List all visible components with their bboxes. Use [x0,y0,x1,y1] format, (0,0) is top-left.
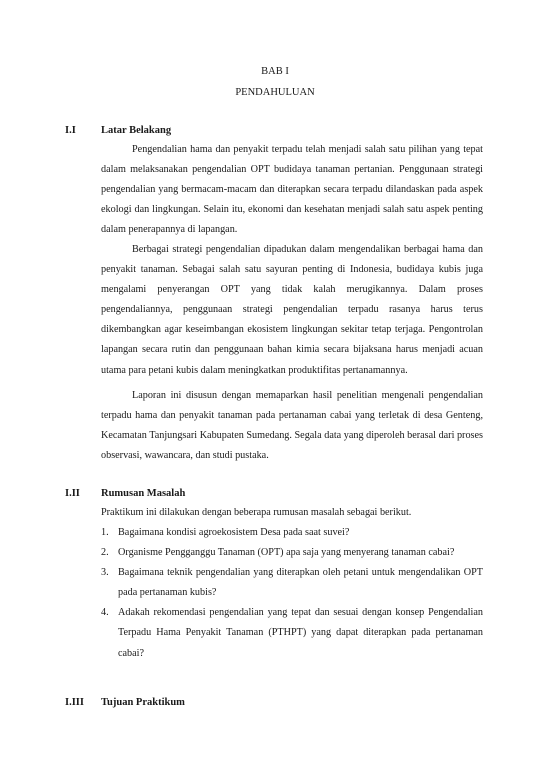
list-item: 4. Adakah rekomendasi pengendalian yang tepat dan sesuai dengan konsep Pengendalian Terpadu Hama Penyakit Tanaman (PTHPT) yang dapat diterapkan pada pertanaman cabai? [101,607,483,659]
paragraph-3: Laporan ini disusun dengan memaparkan hasil penelitian mengenali pengendalian terpadu hama dan penyakit tanaman pada pertanaman cabai yang terletak di desa Genteng, Kecamatan Tanjungsari Kabupaten Sumedang. Segala data yang diperoleh berasal dari proses observasi, wawancara, dan studi pustaka. [101,390,483,462]
list-item: 2. Organisme Pengganggu Tanaman (OPT) apa saja yang menyerang tanaman cabai? [101,547,455,559]
section-number-rumusan-masalah: I.II [65,488,80,499]
section-title-rumusan-masalah: Rumusan Masalah [101,488,186,499]
section-title-latar-belakang: Latar Belakang [101,125,172,136]
chapter-number: BAB I [261,66,289,77]
list-item: 1. Bagaimana kondisi agroekosistem Desa pada saat suvei? [101,527,350,538]
section-title-tujuan-praktikum: Tujuan Praktikum [101,697,185,708]
rumusan-list [101,523,483,664]
paragraph-1: Pengendalian hama dan penyakit terpadu telah menjadi salah satu pilihan yang tepat dalam melaksanakan pengendalian OPT budidaya tanaman pertanian. Penggunaan strategi pengendalian yang bermacam-macam dan diterapkan secara terpadu dilandaskan pada aspek ekologi dan lingkungan. Selain itu, ekonomi dan kesehatan menjadi salah satu aspek penting dalam penerapannya di lapangan. [101,144,483,236]
chapter-title: PENDAHULUAN [235,87,315,98]
rumusan-intro: Praktikum ini dilakukan dengan beberapa rumusan masalah sebagai berikut. [101,507,412,518]
section-number-tujuan-praktikum: I.III [65,697,84,708]
section-number-latar-belakang: I.I [65,125,76,136]
paragraph-2: Berbagai strategi pengendalian dipadukan dalam mengendalikan berbagai hama dan penyakit tanaman. Sebagai salah satu sayuran penting di Indonesia, budidaya kubis juga mengalami penyerangan OPT yang tidak kalah merugikannya. Dalam proses pengendaliannya, penggunaan strategi pengendalian terpadu rasanya harus terus dikembangkan agar keseimbangan ekosistem lingkungan sekitar tetap terjaga. Pengontrolan lapangan secara rutin dan penggunaan bahan kimia secara bijaksana harus menjadi acuan utama para petani kubis dalam meningkatkan produktifitas pertanamannya. [101,244,483,376]
list-item: 3. Bagaimana teknik pengendalian yang diterapkan oleh petani untuk mengendalikan OPT pada pertanaman kubis? [101,567,483,599]
